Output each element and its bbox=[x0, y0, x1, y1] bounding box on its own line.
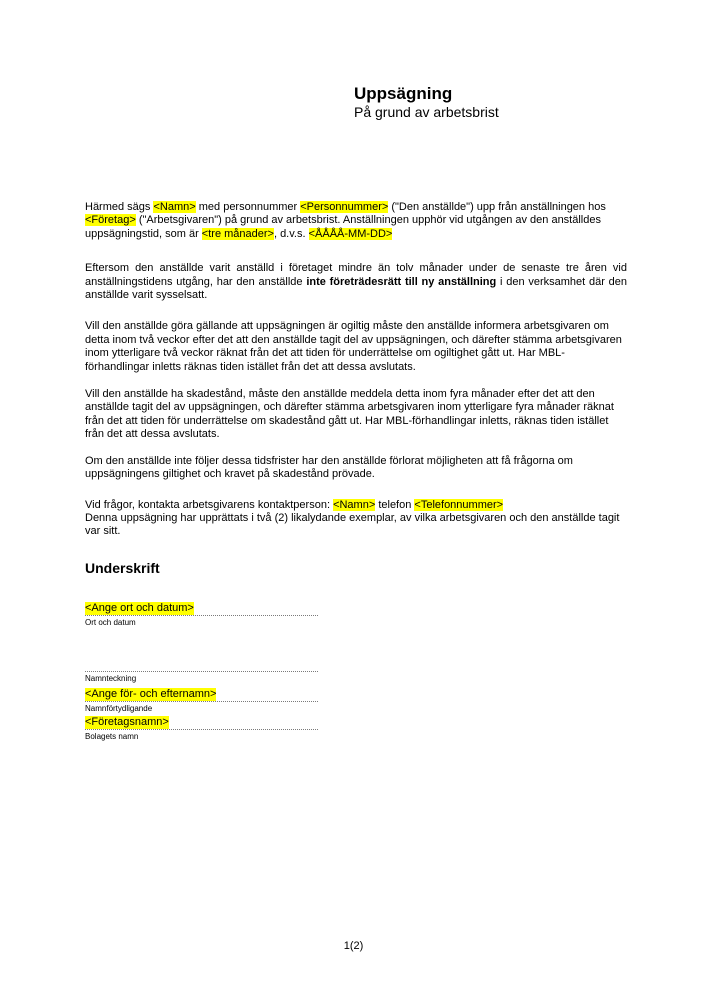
signature-field-company-name bbox=[85, 713, 318, 742]
signature-field-label: Bolagets namn bbox=[85, 732, 139, 741]
signature-field-label: Ort och datum bbox=[85, 618, 136, 627]
paragraph-contact bbox=[85, 499, 627, 512]
text-segment: Vid frågor, kontakta arbetsgivarens kontaktperson: bbox=[85, 498, 334, 511]
signature-line bbox=[85, 685, 318, 702]
bold-text-no-reemployment-right: inte företrädesrätt till ny anställning bbox=[306, 275, 497, 288]
paragraph-priority-rights bbox=[85, 262, 627, 302]
document-subtitle: På grund av arbetsbrist bbox=[354, 104, 499, 120]
document-header bbox=[354, 84, 499, 121]
placeholder-phone-number[interactable]: <Telefonnummer> bbox=[414, 498, 504, 511]
placeholder-employee-name[interactable]: <Namn> bbox=[153, 201, 196, 213]
signature-line bbox=[85, 655, 318, 672]
text-segment: i den verksamhet där den anställde varit sysselsatt. bbox=[85, 275, 627, 302]
text-segment: telefon bbox=[375, 498, 415, 511]
document-body bbox=[85, 201, 627, 539]
signature-heading: Underskrift bbox=[85, 560, 160, 576]
signature-line bbox=[85, 599, 318, 616]
placeholder-full-name[interactable]: <Ange för- och efternamn> bbox=[85, 688, 217, 700]
text-segment: Eftersom den anställde varit anställd i företaget mindre än tolv månader under de senaste tre åren vid anställningstidens utgång, har den anställde bbox=[85, 262, 627, 288]
placeholder-personal-number[interactable]: <Personnummer> bbox=[300, 201, 389, 213]
text-segment: ("Arbetsgivaren") på grund av arbetsbrist. Anställningen upphör vid utgången av den anställdes uppsägningstid, som är bbox=[85, 214, 601, 240]
placeholder-contact-name[interactable]: <Namn> bbox=[333, 498, 376, 511]
text-segment: ("Den anställde") upp från anställningen hos bbox=[388, 201, 606, 213]
text-segment: , d.v.s. bbox=[273, 227, 309, 240]
page-number: 1(2) bbox=[343, 940, 364, 952]
paragraph-intro bbox=[85, 201, 627, 241]
paragraph-damages-claim: Vill den anställde ha skadestånd, måste den anställde meddela detta inom fyra månader efter det att den anställde tagit del av uppsägningen, och därefter stämma arbetsgivaren inom ytterligare fyra månader räknat från det att tiden för underrättelse om skadestånd gått ut. Har MBL-förhandlingar inletts, räknas tiden istället från det att dessa avslutats. bbox=[85, 388, 614, 441]
paragraph-duplicates: Denna uppsägning har upprättats i två (2) likalydande exemplar, av vilka arbetsgivaren och den anställde tagit var sitt. bbox=[85, 511, 620, 538]
placeholder-end-date[interactable]: <ÅÅÅÅ-MM-DD> bbox=[308, 227, 393, 240]
signature-field-label: Namnteckning bbox=[85, 674, 137, 683]
placeholder-place-and-date[interactable]: <Ange ort och datum> bbox=[85, 602, 194, 614]
paragraph-deadlines: Om den anställde inte följer dessa tidsfrister har den anställde förlorat möjligheten att få frågorna om uppsägningens giltighet och kravet på skadestånd prövade. bbox=[85, 454, 573, 481]
signature-line bbox=[85, 713, 318, 730]
placeholder-company[interactable]: <Företag> bbox=[85, 214, 136, 227]
placeholder-company-name[interactable]: <Företagsnamn> bbox=[85, 716, 169, 728]
paragraph-invalidity-claim: Vill den anställde göra gällande att uppsägningen är ogiltig måste den anställde informera arbetsgivaren om detta inom två veckor efter det att den anställde tagit del av uppsägningen, och därefter stämma arbetsgivaren inom ytterligare två veckor räknat från det att tiden för underrättelse om ogiltighet gått ut. Har MBL-förhandlingar inletts räknas tiden istället från det att dessa avslutats. bbox=[85, 320, 622, 373]
placeholder-notice-period[interactable]: <tre månader> bbox=[201, 227, 274, 240]
signature-field-label: Namnförtydligande bbox=[85, 704, 153, 713]
signature-field-name-clarification bbox=[85, 685, 318, 714]
signature-field-place-date bbox=[85, 599, 318, 628]
text-segment: Härmed sägs bbox=[85, 201, 154, 213]
text-segment: med personnummer bbox=[195, 201, 301, 213]
document-title: Uppsägning bbox=[354, 84, 453, 103]
signature-field-signature bbox=[85, 655, 318, 684]
